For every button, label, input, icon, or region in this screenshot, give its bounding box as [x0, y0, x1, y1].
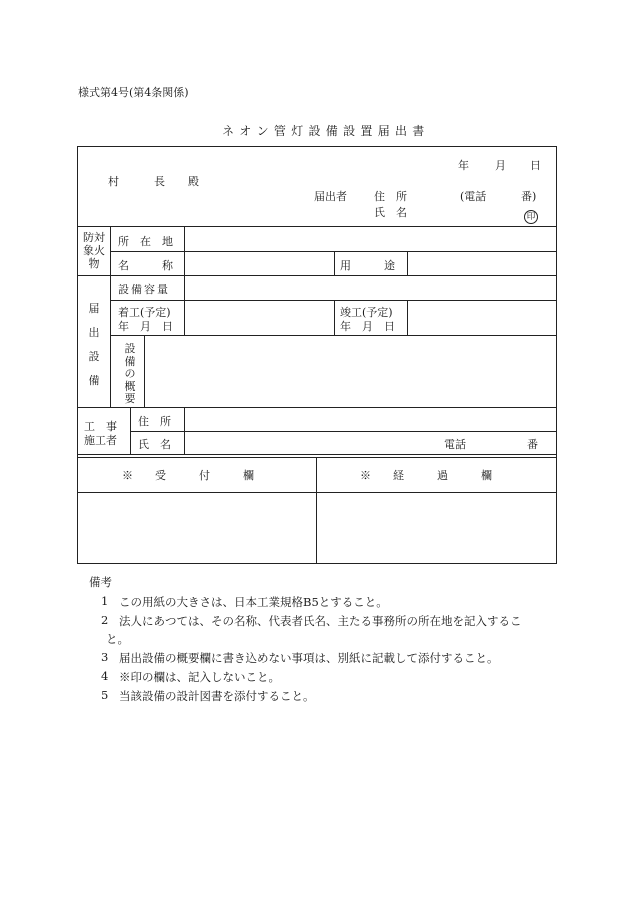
note-number: 2 — [101, 613, 109, 627]
note-number: 5 — [101, 688, 109, 702]
divider — [110, 335, 556, 336]
completion-date-label: 竣工(予定) — [340, 306, 393, 319]
date-day-label: 日 — [530, 159, 541, 172]
note-number: 1 — [101, 594, 109, 608]
divider — [78, 492, 556, 493]
divider — [184, 407, 185, 454]
divider — [78, 457, 556, 458]
target-group-label: 防対象火物 — [83, 231, 105, 270]
note-text-continued: と。 — [106, 632, 129, 646]
notes-heading: 備考 — [89, 575, 112, 589]
divider — [144, 335, 145, 407]
contractor-name-label: 氏 名 — [138, 438, 171, 451]
divider — [78, 226, 556, 227]
divider — [110, 226, 111, 407]
contractor-address-label: 住 所 — [138, 415, 171, 428]
divider — [334, 251, 335, 275]
contractor-phone-suffix: 番 — [527, 438, 538, 451]
location-label: 所 在 地 — [118, 235, 173, 248]
start-date-ymd: 年 月 日 — [118, 320, 173, 333]
building-name-label: 名 称 — [118, 259, 173, 272]
notifier-phone-suffix: 番) — [521, 190, 537, 203]
note-text: ※印の欄は、記入しないこと。 — [119, 670, 280, 684]
contractor-phone-label: 電話 — [444, 438, 466, 451]
divider — [184, 226, 185, 335]
start-date-label: 着工(予定) — [118, 306, 171, 319]
progress-column-label: ※ 経 過 欄 — [360, 469, 492, 482]
divider — [78, 407, 556, 408]
village-label: 村 — [108, 175, 119, 188]
notifier-phone-label: (電話 — [460, 190, 487, 203]
form-number: 様式第4号(第4条関係) — [78, 86, 189, 99]
divider — [110, 300, 556, 301]
equipment-group-label: 届出設備 — [88, 302, 100, 387]
divider — [78, 454, 556, 455]
document-title: ネオン管灯設備設置届出書 — [222, 124, 430, 138]
divider — [334, 300, 335, 335]
notifier-name-label: 氏 名 — [374, 206, 407, 219]
completion-date-ymd: 年 月 日 — [340, 320, 395, 333]
divider — [130, 407, 131, 454]
reception-column-label: ※ 受 付 欄 — [122, 469, 254, 482]
divider — [316, 457, 317, 564]
date-month-label: 月 — [495, 159, 506, 172]
chief-label: 長 — [154, 175, 165, 188]
capacity-label: 設備容量 — [118, 283, 170, 296]
note-number: 4 — [101, 669, 109, 683]
divider — [130, 431, 556, 432]
honorific-label: 殿 — [188, 175, 199, 188]
note-number: 3 — [101, 650, 109, 664]
overview-label: 設備の概要 — [124, 342, 136, 405]
note-text: この用紙の大きさは、日本工業規格B5とすること。 — [119, 595, 388, 609]
divider — [407, 300, 408, 335]
divider — [78, 275, 556, 276]
contractor-group-label-2: 施工者 — [84, 434, 117, 447]
contractor-group-label-1: 工 事 — [84, 420, 117, 433]
note-text: 届出設備の概要欄に書き込めない事項は、別紙に記載して添付すること。 — [119, 651, 499, 665]
divider — [407, 251, 408, 275]
notifier-label: 届出者 — [314, 190, 347, 203]
notifier-address-label: 住 所 — [374, 190, 407, 203]
seal-icon — [524, 204, 538, 224]
note-text: 法人にあつては、その名称、代表者氏名、主たる事務所の所在地を記入するこ — [119, 614, 522, 628]
date-year-label: 年 — [458, 159, 469, 172]
note-text: 当該設備の設計図書を添付すること。 — [119, 689, 315, 703]
usage-label: 用 途 — [340, 259, 395, 272]
seal-mark: 印 — [524, 210, 538, 224]
divider — [110, 251, 556, 252]
notification-form — [77, 146, 557, 564]
